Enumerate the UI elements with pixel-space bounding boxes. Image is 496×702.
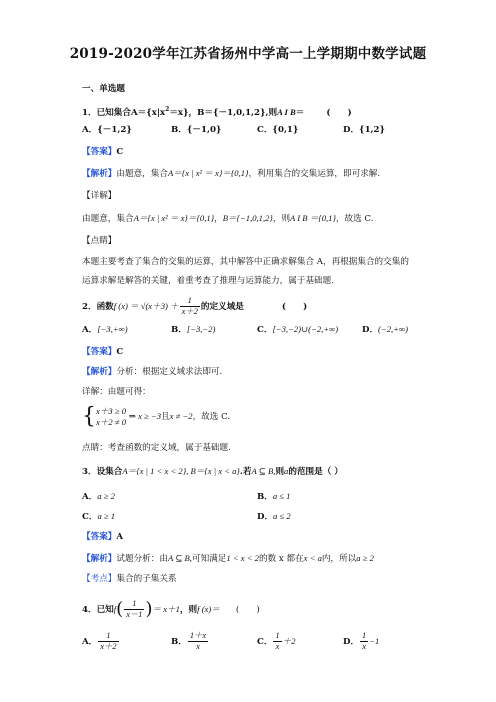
q1-option-d: D．{1,2} [343,125,386,135]
q3-knowledge-point: 【考点】集合的子集关系 [82,574,177,584]
q2-option-a: A．[−3,+∞) [82,324,128,335]
q2-fraction: $\frac{1}{x+2}$ [181,296,198,316]
q3-option-d: D．a ≤ 2 [257,511,291,522]
q1-comment-line1: 本题主要考查了集合的交集的运算，其中解答中正确求解集合 A，再根据集合的交集的 [82,257,409,267]
section-heading: 一、单选题 [82,84,125,94]
q3-analysis: 【解析】试题分析：由A ⊆ B,可知满足1 < x < 2的数 x 都在x < a内，所以a ≥ 2 [82,553,374,564]
q1-analysis: 【解析】由题意，集合A＝{x | x² ＝ x}＝{0,1}，利用集合的交集运算，即可求解. [82,168,381,179]
q1-detail: 由题意，集合A＝{x | x² ＝ x}＝{0,1}，B＝{−1,0,1,2}，则A I B ＝{0,1}，故选 C. [82,213,374,224]
q2-option-b: B．[−3,−2) [171,324,216,335]
q2-option-c: C．[−3,−2)∪(−2,+∞) [257,324,339,335]
q2-detail: 详解：由题可得： [82,387,151,397]
q1-answer: 【答案】C [82,147,124,157]
q1-comment-label: 【点睛】 [82,236,117,246]
q4-stem-fraction: $\frac{1}{x-1}$ [126,599,143,619]
q1-option-b: B．{－1,0} [171,125,222,135]
q4-option-a: A． $\frac{1}{x+2}$ [82,631,117,651]
q3-answer: 【答案】A [82,532,124,542]
q4-option-b: B． $\frac{1+x}{x}$ [171,631,207,651]
q1-stem: 1．已知集合$A=\{x|x^2=x\}$，B＝{－1,0,1,2},则A I B＝ ( ) [82,106,352,118]
q2-comment: 点睛：考查函数的定义域，属于基础题. [82,443,231,453]
q2-analysis: 【解析】分析：根据定义域求法即可. [82,367,223,377]
q1-option-c: C．{0,1} [257,125,299,135]
q4-option-c: C． $\frac{1}{x}$ ＋2 [257,631,296,651]
q3-stem: 3．设集合A＝{x | 1 < x < 2}, B＝{x | x < a}.若A ⊆ B,则a的范围是（ ） [82,466,343,477]
q3-option-c: C．a ≥ 1 [82,511,116,522]
q2-stem: 2．函数f (x) ＝ √(x＋3) ＋ $\frac{1}{x+2}$ 的定义域是 ( ) [82,296,308,316]
q4-stem: 4．已知f( $\frac{1}{x-1}$ )＝ x＋1，则f (x)＝ ( ) [82,598,260,620]
q3-option-b: B．a ≤ 1 [257,491,291,502]
q1-detail-label: 【详解】 [82,191,117,201]
q4-option-d: D． $\frac{1}{x}$ −1 [343,631,380,651]
document-title: 2019-2020学年江苏省扬州中学高一上学期期中数学试题 [69,46,427,62]
q2-system: { x＋3 ≥ 0 x＋2 ≠ 0 ⇒ x ≥ −3且x ≠ −2，故选 C. [82,403,231,429]
q2-option-d: D．(−2,+∞) [362,324,408,335]
q1-comment-line2: 运算求解是解答的关键，着重考查了推理与运算能力，属于基础题. [82,276,334,286]
q1-option-a: A．{－1,2} [82,125,132,135]
left-brace-icon: { [82,403,96,429]
q3-option-a: A．a ≥ 2 [82,491,115,502]
q2-answer: 【答案】C [82,347,124,357]
